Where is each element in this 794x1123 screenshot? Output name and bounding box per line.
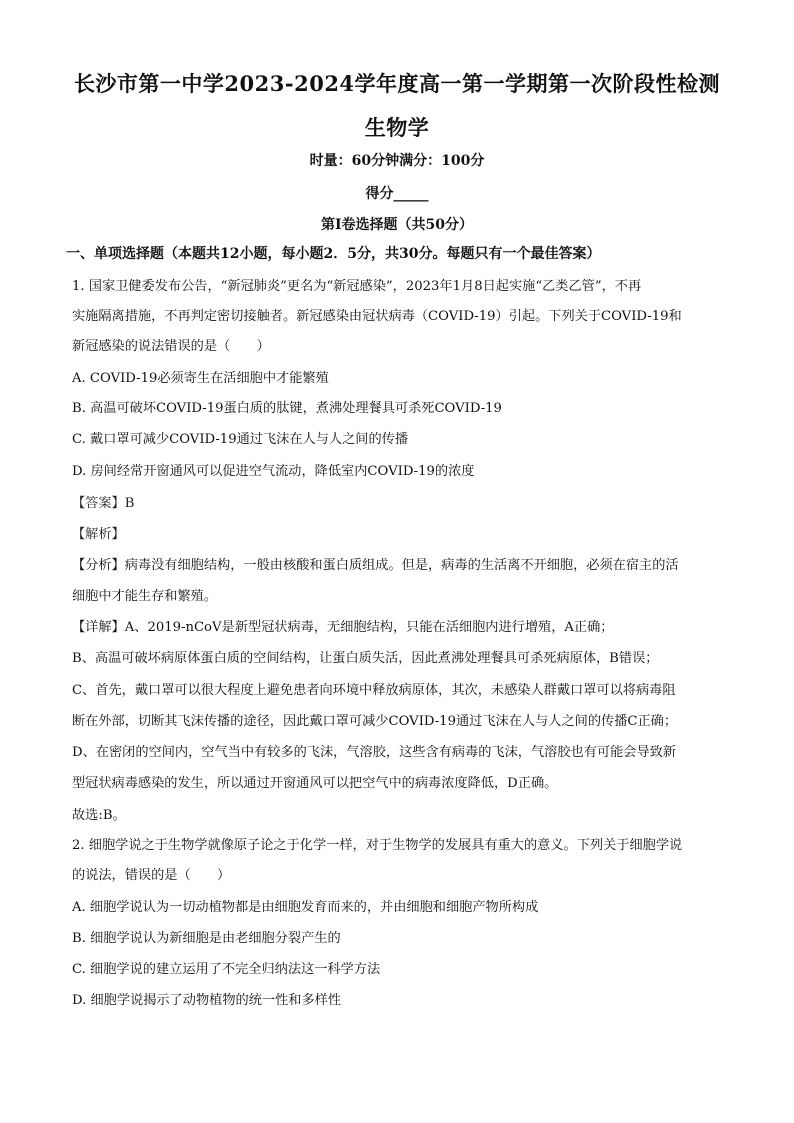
analysis-line: 断在外部，切断其飞沫传播的途径，因此戴口罩可减少COVID-19通过飞沫在人与人之间的传播C正确； <box>72 714 678 729</box>
analysis-line: 【详解】A、2019-nCoV是新型冠状病毒，无细胞结构，只能在活细胞内进行增殖，A正确； <box>72 620 614 635</box>
analysis-line: B、高温可破坏病原体蛋白质的空间结构，让蛋白质失活，因此煮沸处理餐具可杀死病原体，B错误； <box>72 651 659 666</box>
question-2-stem-line: 2. 细胞学说之于生物学就像原子论之于化学一样，对于生物学的发展具有重大的意义。下列关于细胞学说 <box>72 838 683 853</box>
analysis-line: 细胞中才能生存和繁殖。 <box>72 589 218 604</box>
question-1-stem-line: 1. 国家卫健委发布公告，“新冠肺炎”更名为“新冠感染”，2023年1月8日起实施“乙类乙管”，不再 <box>72 279 642 294</box>
question-1-option-d: D. 房间经常开窗通风可以促进空气流动，降低室内COVID-19的浓度 <box>72 464 475 479</box>
question-1-analysis-label: 【解析】 <box>72 527 125 542</box>
question-1-stem-line: 实施隔离措施，不再判定密切接触者。新冠感染由冠状病毒（COVID-19）引起。下列关于COVID-19和 <box>72 309 682 324</box>
question-2-option-d: D. 细胞学说揭示了动物植物的统一性和多样性 <box>72 993 342 1008</box>
analysis-line: 型冠状病毒感染的发生，所以通过开窗通风可以把空气中的病毒浓度降低，D正确。 <box>72 776 558 791</box>
analysis-line: D、在密闭的空间内，空气当中有较多的飞沫，气溶胶，这些含有病毒的飞沫，气溶胶也有可能会导致新 <box>72 745 677 760</box>
time-score-line: 时量：60分钟满分：100分 <box>309 153 485 169</box>
question-1-option-a: A. COVID-19必须寄生在活细胞中才能繁殖 <box>72 371 329 386</box>
exam-title: 长沙市第一中学2023-2024学年度高一第一学期第一次阶段性检测 <box>73 71 721 96</box>
question-2-option-c: C. 细胞学说的建立运用了不完全归纳法这一科学方法 <box>72 962 381 977</box>
analysis-line: 【分析】病毒没有细胞结构，一般由核酸和蛋白质组成。但是，病毒的生活离不开细胞，必须在宿主的活 <box>72 558 679 573</box>
question-1-stem-line: 新冠感染的说法错误的是（ ） <box>72 339 270 354</box>
question-2-option-a: A. 细胞学说认为一切动植物都是由细胞发育而来的，并由细胞和细胞产物所构成 <box>72 900 539 915</box>
score-field: 得分_____ <box>365 186 429 202</box>
question-1-answer: 【答案】B <box>72 496 135 511</box>
analysis-line: C、首先，戴口罩可以很大程度上避免患者向环境中释放病原体，其次，未感染人群戴口罩可以将病毒阻 <box>72 683 676 698</box>
analysis-conclusion: 故选:B。 <box>72 808 126 823</box>
part-title: 第I卷选择题（共50分） <box>320 217 474 233</box>
question-2-option-b: B. 细胞学说认为新细胞是由老细胞分裂产生的 <box>72 931 341 946</box>
subject-title: 生物学 <box>364 115 430 140</box>
question-2-stem-line: 的说法，错误的是（ ） <box>72 868 231 883</box>
section-heading: 一、单项选择题（本题共12小题，每小题2．5分，共30分。每题只有一个最佳答案） <box>66 246 601 262</box>
question-1-option-c: C. 戴口罩可减少COVID-19通过飞沫在人与人之间的传播 <box>72 432 409 447</box>
question-1-option-b: B. 高温可破坏COVID-19蛋白质的肽键，煮沸处理餐具可杀死COVID-19 <box>72 401 502 416</box>
